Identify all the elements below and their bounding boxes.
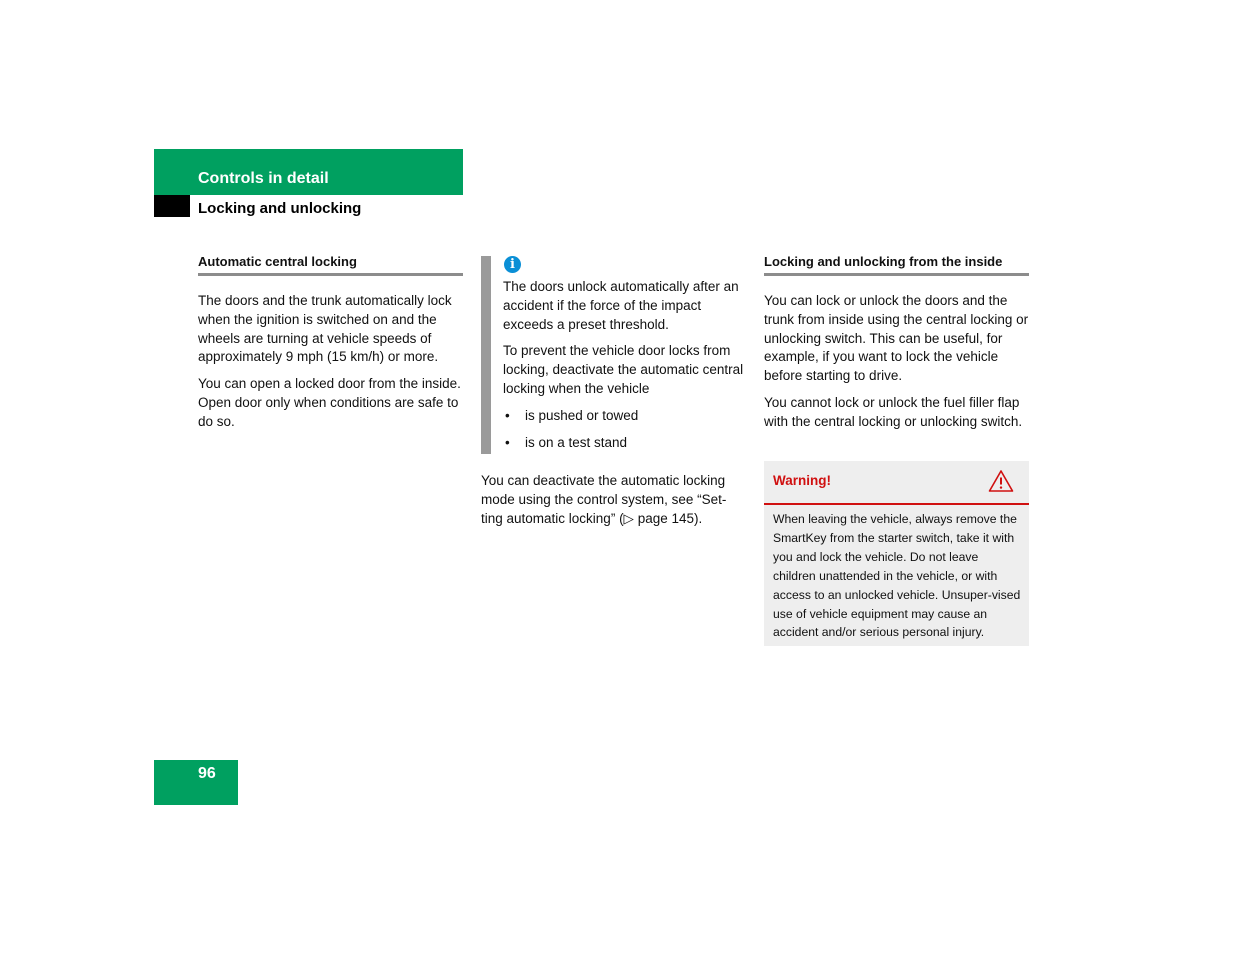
warning-header (764, 461, 1029, 505)
bullet-icon: • (505, 407, 510, 423)
page-number: 96 (198, 765, 216, 782)
warning-text: When leaving the vehicle, always remove the SmartKey from the starter switch, take it with you and lock the vehicle. Do not leave children unattended in the vehicle, or with access to an unlocked vehicle. Unsuper-vised use of vehicle equipment may cause an accident and/or serious personal injury. (773, 512, 1021, 640)
middle-column-body (481, 472, 747, 536)
paragraph: To prevent the vehicle door locks from locking, deactivate the automatic central locking when the vehicle (503, 343, 744, 396)
paragraph: You can lock or unlock the doors and the trunk from inside using the central locking or unlocking switch. This can be useful, for example, if you want to lock the vehicle before starting to drive. (764, 293, 1029, 384)
section-title: Controls in detail (198, 170, 329, 187)
info-note-bar (481, 256, 491, 454)
automatic-central-locking-heading: Automatic central locking (198, 253, 463, 276)
left-column-body (198, 292, 463, 432)
right-column (764, 253, 1029, 440)
left-column (198, 253, 463, 440)
right-column-body (764, 292, 1029, 432)
list-item: • is on a test stand (503, 434, 747, 453)
paragraph: You can open a locked door from the inside. Open door only when conditions are safe to do so. (198, 376, 461, 429)
bullet-icon: • (505, 434, 510, 450)
info-note-body (503, 278, 747, 460)
paragraph: You can deactivate the automatic locking mode using the control system, see “Set-ting automatic locking” (▷ page 145). (481, 473, 727, 526)
list-item: • is pushed or towed (503, 407, 747, 426)
locking-from-inside-heading: Locking and unlocking from the inside (764, 253, 1029, 276)
info-note-list (503, 407, 747, 453)
paragraph: You cannot lock or unlock the fuel filler flap with the central locking or unlocking switch. (764, 394, 1023, 429)
paragraph: The doors and the trunk automatically lock when the ignition is switched on and the wheels are turning at vehicle speeds of approximately 9 mph (15 km/h) or more. (198, 293, 452, 365)
warning-box (764, 461, 1029, 646)
subsection-marker (154, 195, 190, 217)
warning-title: Warning! (773, 473, 831, 488)
info-icon: i (504, 256, 521, 273)
page-number-box (154, 760, 238, 805)
paragraph: The doors unlock automatically after an accident if the force of the impact exceeds a preset threshold. (503, 279, 739, 332)
subsection-title: Locking and unlocking (198, 200, 362, 217)
warning-triangle-icon (988, 469, 1014, 493)
